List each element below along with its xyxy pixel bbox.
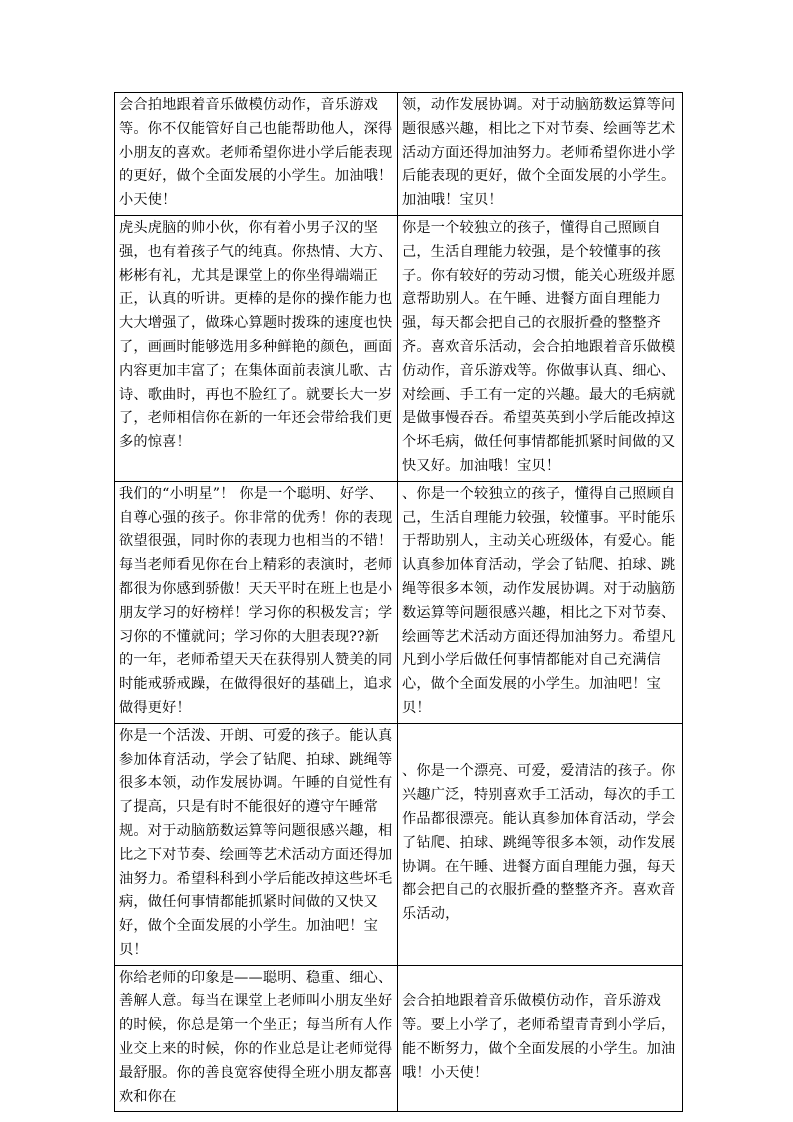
- table-row: [115, 93, 683, 216]
- teacher-comments-table: [114, 92, 683, 1112]
- comment-cell-right: 你是一个较独立的孩子，懂得自己照顾自己，生活自理能力较强，是个较懂事的孩子。你有较好的劳动习惯，能关心班级并愿意帮助别人。在午睡、进餐方面自理能力强，每天都会把自己的衣服折叠的整整齐齐。喜欢音乐活动，会合拍地跟着音乐做模仿动作，音乐游戏等。你做事认真、细心、对绘画、手工有一定的兴趣。最大的毛病就是做事慢吞吞。希望英英到小学后能改掉这个坏毛病，做任何事情都能抓紧时间做的又快又好。加油哦！宝贝！: [398, 215, 683, 481]
- comment-cell-left: 你给老师的印象是——聪明、稳重、细心、善解人意。每当在课堂上老师叫小朋友坐好的时候，你总是第一个坐正；每当所有人作业交上来的时候，你的作业总是让老师觉得最舒服。你的善良宽容使得全班小朋友都喜欢和你在: [115, 965, 398, 1112]
- comment-cell-right: 、你是一个较独立的孩子，懂得自己照顾自己，生活自理能力较强，较懂事。平时能乐于帮助别人，主动关心班级体，有爱心。能认真参加体育活动，学会了钻爬、拍球、跳绳等很多本领，动作发展协调。对于动脑筋数运算等问题很感兴趣，相比之下对节奏、绘画等艺术活动方面还得加油努力。希望凡凡到小学后做任何事情都能对自己充满信心，做个全面发展的小学生。加油吧！宝贝！: [398, 481, 683, 723]
- comment-cell-left: 我们的“小明星”！ 你是一个聪明、好学、自尊心强的孩子。你非常的优秀！你的表现欲望很强，同时你的表现力也相当的不错！每当老师看见你在台上精彩的表演时，老师都很为你感到骄傲！天天平时在班上也是小朋友学习的好榜样！学习你的积极发言；学习你的不懂就问；学习你的大胆表现??新的一年，老师希望天天在获得别人赞美的同时能戒骄戒躁，在做得很好的基础上，追求做得更好！: [115, 481, 398, 723]
- table-row: [115, 965, 683, 1112]
- comment-cell-right: 会合拍地跟着音乐做模仿动作，音乐游戏等。要上小学了，老师希望青青到小学后，能不断努力，做个全面发展的小学生。加油哦！小天使！: [398, 965, 683, 1112]
- table-row: [115, 723, 683, 965]
- comment-cell-right: 、你是一个漂亮、可爱，爱清洁的孩子。你兴趣广泛，特别喜欢手工活动，每次的手工作品都很漂亮。能认真参加体育活动，学会了钻爬、拍球、跳绳等很多本领，动作发展协调。在午睡、进餐方面自理能力强，每天都会把自己的衣服折叠的整整齐齐。喜欢音乐活动，: [398, 723, 683, 965]
- table-row: [115, 481, 683, 723]
- table-row: [115, 215, 683, 481]
- comment-cell-right: 领，动作发展协调。对于动脑筋数运算等问题很感兴趣，相比之下对节奏、绘画等艺术活动方面还得加油努力。老师希望你进小学后能表现的更好，做个全面发展的小学生。加油哦！宝贝！: [398, 93, 683, 216]
- comment-cell-left: 你是一个活泼、开朗、可爱的孩子。能认真参加体育活动，学会了钻爬、拍球、跳绳等很多本领，动作发展协调。午睡的自觉性有了提高，只是有时不能很好的遵守午睡常规。对于动脑筋数运算等问题很感兴趣，相比之下对节奏、绘画等艺术活动方面还得加油努力。希望科科到小学后能改掉这些坏毛病，做任何事情都能抓紧时间做的又快又好，做个全面发展的小学生。加油吧！宝贝！: [115, 723, 398, 965]
- comment-cell-left: 虎头虎脑的帅小伙，你有着小男子汉的坚强，也有着孩子气的纯真。你热情、大方、彬彬有礼，尤其是课堂上的你坐得端端正正，认真的听讲。更棒的是你的操作能力也大大增强了，做珠心算题时拨珠的速度也快了，画画时能够选用多种鲜艳的颜色，画面内容更加丰富了；在集体面前表演儿歌、古诗、歌曲时，再也不脸红了。就要长大一岁了，老师相信你在新的一年还会带给我们更多的惊喜！: [115, 215, 398, 481]
- comment-cell-left: 会合拍地跟着音乐做模仿动作，音乐游戏等。你不仅能管好自己也能帮助他人，深得小朋友的喜欢。老师希望你进小学后能表现的更好，做个全面发展的小学生。加油哦！小天使！: [115, 93, 398, 216]
